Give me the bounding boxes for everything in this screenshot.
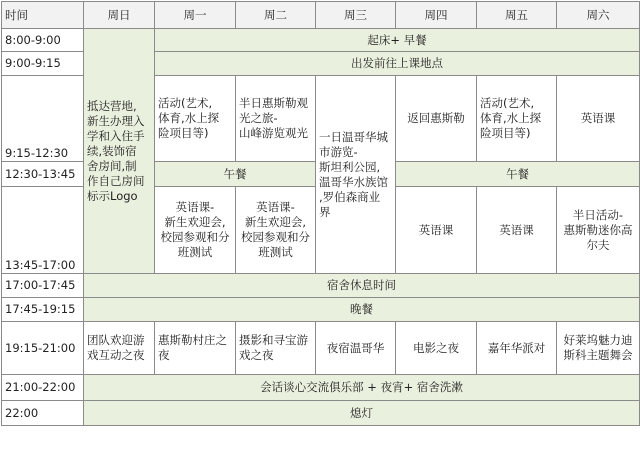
fri-evening-cell: 嘉年华派对 <box>477 322 557 375</box>
time-cell: 13:45-17:00 <box>2 187 84 274</box>
tue-afternoon-cell: 英语课- 新生欢迎会, 校园参观和分 班测试 <box>236 187 316 274</box>
row-1700 <box>2 274 640 298</box>
row-2100 <box>2 375 640 401</box>
thu-afternoon-cell: 英语课 <box>396 187 477 274</box>
header-sat: 周六 <box>557 2 640 29</box>
time-cell: 17:00-17:45 <box>2 274 84 298</box>
mon-evening-cell: 惠斯勒村庄之 夜 <box>155 322 236 375</box>
fri-afternoon-cell: 英语课 <box>477 187 557 274</box>
row-2200 <box>2 401 640 426</box>
time-cell: 8:00-9:00 <box>2 29 84 52</box>
sun-evening-cell: 团队欢迎游 戏互动之夜 <box>84 322 155 375</box>
fri-morning-cell: 活动(艺术, 体育,水上探 险项目等) <box>477 76 557 162</box>
row-1915 <box>2 322 640 375</box>
header-time: 时间 <box>2 2 84 29</box>
dorm-rest-cell: 宿舍休息时间 <box>84 274 640 298</box>
depart-to-class-cell: 出发前往上课地点 <box>155 52 640 76</box>
header-mon: 周一 <box>155 2 236 29</box>
sat-evening-cell: 好莱坞魅力迪 斯科主题舞会 <box>557 322 640 375</box>
thu-evening-cell: 电影之夜 <box>396 322 477 375</box>
sat-afternoon-cell: 半日活动- 惠斯勒迷你高 尔夫 <box>557 187 640 274</box>
lunch-right-cell: 午餐 <box>396 162 640 187</box>
sat-morning-cell: 英语课 <box>557 76 640 162</box>
wed-evening-cell: 夜宿温哥华 <box>316 322 396 375</box>
dinner-cell: 晚餐 <box>84 298 640 322</box>
time-cell: 19:15-21:00 <box>2 322 84 375</box>
row-1745 <box>2 298 640 322</box>
thu-morning-cell: 返回惠斯勒 <box>396 76 477 162</box>
sunday-arrival-cell: 抵达营地, 新生办理入 学和入住手 续,装饰宿 舍房间,制 作自己房间 标示Logo <box>84 29 155 274</box>
header-row <box>2 2 640 29</box>
mon-morning-cell: 活动(艺术, 体育,水上探 险项目等) <box>155 76 236 162</box>
header-sun: 周日 <box>84 2 155 29</box>
time-cell: 9:15-12:30 <box>2 76 84 162</box>
time-cell: 9:00-9:15 <box>2 52 84 76</box>
header-wed: 周三 <box>316 2 396 29</box>
night-club-cell: 会话谈心交流俱乐部 + 夜宵+ 宿舍洗漱 <box>84 375 640 401</box>
mon-afternoon-cell: 英语课- 新生欢迎会, 校园参观和分 班测试 <box>155 187 236 274</box>
wed-vancouver-tour-cell: 一日温哥华城 市游览- 斯坦利公园, 温哥华水族馆 ,罗伯森商业 界 <box>316 76 396 274</box>
time-cell: 21:00-22:00 <box>2 375 84 401</box>
lights-out-cell: 熄灯 <box>84 401 640 426</box>
wakeup-breakfast-cell: 起床+ 早餐 <box>155 29 640 52</box>
header-thu: 周四 <box>396 2 477 29</box>
lunch-left-cell: 午餐 <box>155 162 316 187</box>
weekly-schedule-table <box>1 1 640 426</box>
time-cell: 22:00 <box>2 401 84 426</box>
tue-morning-cell: 半日惠斯勒观 光之旅- 山峰游览观光 <box>236 76 316 162</box>
header-tue: 周二 <box>236 2 316 29</box>
time-cell: 12:30-13:45 <box>2 162 84 187</box>
tue-evening-cell: 摄影和寻宝游 戏之夜 <box>236 322 316 375</box>
time-cell: 17:45-19:15 <box>2 298 84 322</box>
header-fri: 周五 <box>477 2 557 29</box>
row-0800 <box>2 29 640 52</box>
